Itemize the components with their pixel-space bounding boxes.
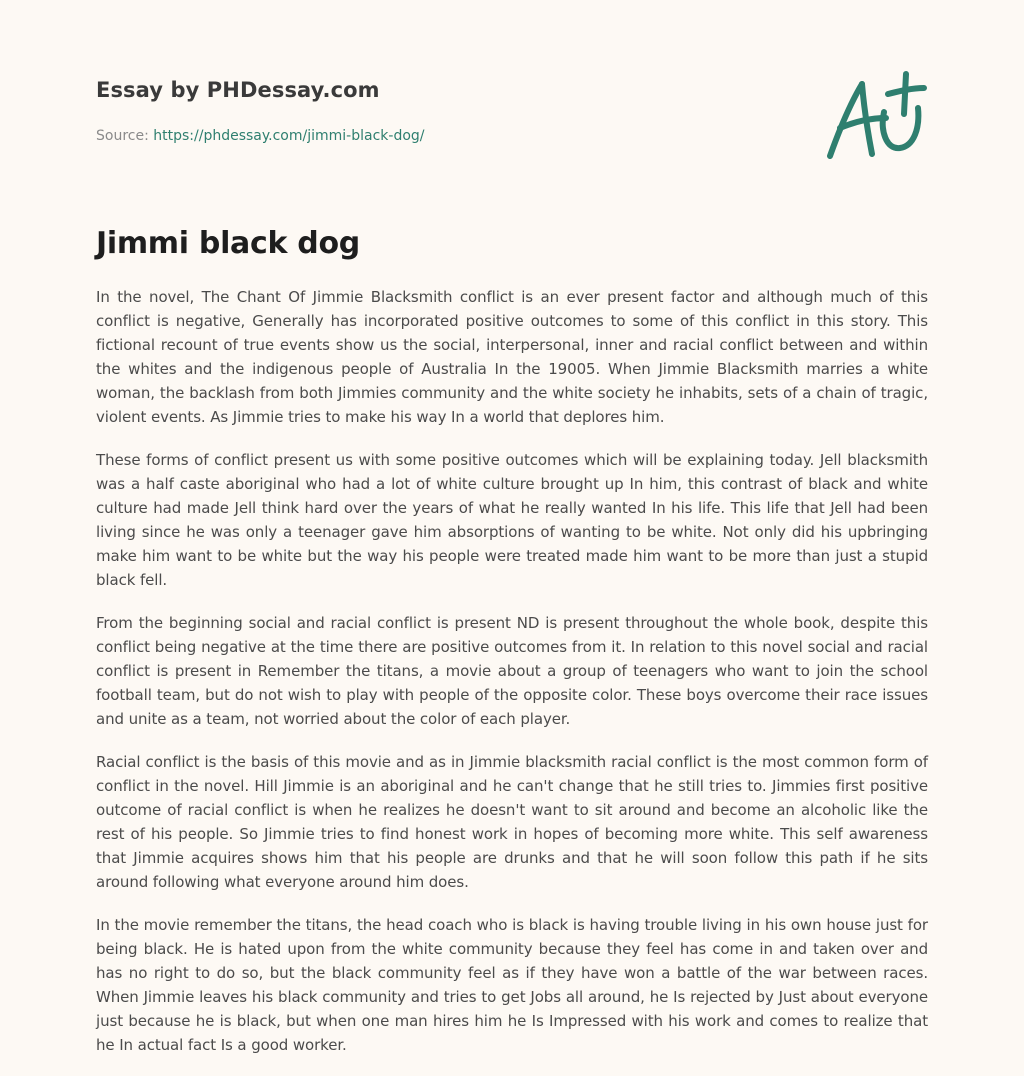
paragraph: In the movie remember the titans, the head coach who is black is having trouble living in his own house just for being black. He is hated upon from the white community because they feel has come in and taken over and has no right to do so, but the black community feel as if they have won a battle of the war between races. When Jimmie leaves his black community and tries to get Jobs all around, he Is rejected by Just about everyone just because he is black, but when one man hires him he Is Impressed with his work and comes to realize that he In actual fact Is a good worker. [96,916,928,1054]
source-label: Source: [96,128,154,144]
paragraph: Racial conflict is the basis of this movie and as in Jimmie blacksmith racial conflict is the most common form of conflict in the novel. Hill Jimmie is an aboriginal and he can't change that he still tries to. Jimmies first positive outcome of racial conflict is when he realizes he doesn't want to sit around and become an alcoholic like the rest of his people. So Jimmie tries to find honest work in hopes of becoming more white. This self awareness that Jimmie acquires shows him that his people are drunks and that he will soon follow this path if he sits around following what everyone around him does. [96,753,928,891]
a-plus-logo-icon [820,66,930,166]
paragraph: From the beginning social and racial conflict is present ND is present throughout the whole book, despite this conflict being negative at the time there are positive outcomes from it. In relation to this novel social and racial conflict is present in Remember the titans, a movie about a group of teenagers who want to join the school football team, but do not wish to play with people of the opposite color. These boys overcome their race issues and unite as a team, not worried about the color of each player. [96,614,928,728]
paragraph: In the novel, The Chant Of Jimmie Blacksmith conflict is an ever present factor and although much of this conflict is negative, Generally has incorporated positive outcomes to some of this conflict in this story. This fictional recount of true events show us the social, interpersonal, inner and racial conflict between and within the whites and the indigenous people of Australia In the 19005. When Jimmie Blacksmith marries a white woman, the backlash from both Jimmies community and the white society he inhabits, sets of a chain of tragic, violent events. As Jimmie tries to make his way In a world that deplores him. [96,288,928,426]
page-title: Jimmi black dog [96,226,360,261]
paragraph: These forms of conflict present us with some positive outcomes which will be explaining today. Jell blacksmith was a half caste aboriginal who had a lot of white culture brought up In him, this contrast of black and white culture had made Jell think hard over the years of what he really wanted In his life. This life that Jell had been living since he was only a teenager gave him absorptions of wanting to be white. Not only did his upbringing make him want to be white but the way his people were treated made him want to be more than just a stupid black fell. [96,451,928,589]
header [96,76,425,146]
article-body [96,285,928,1076]
source-link[interactable]: https://phdessay.com/jimmi-black-dog/ [153,128,425,144]
source-line [96,126,425,146]
brand-name: Essay by PHDessay.com [96,78,380,102]
